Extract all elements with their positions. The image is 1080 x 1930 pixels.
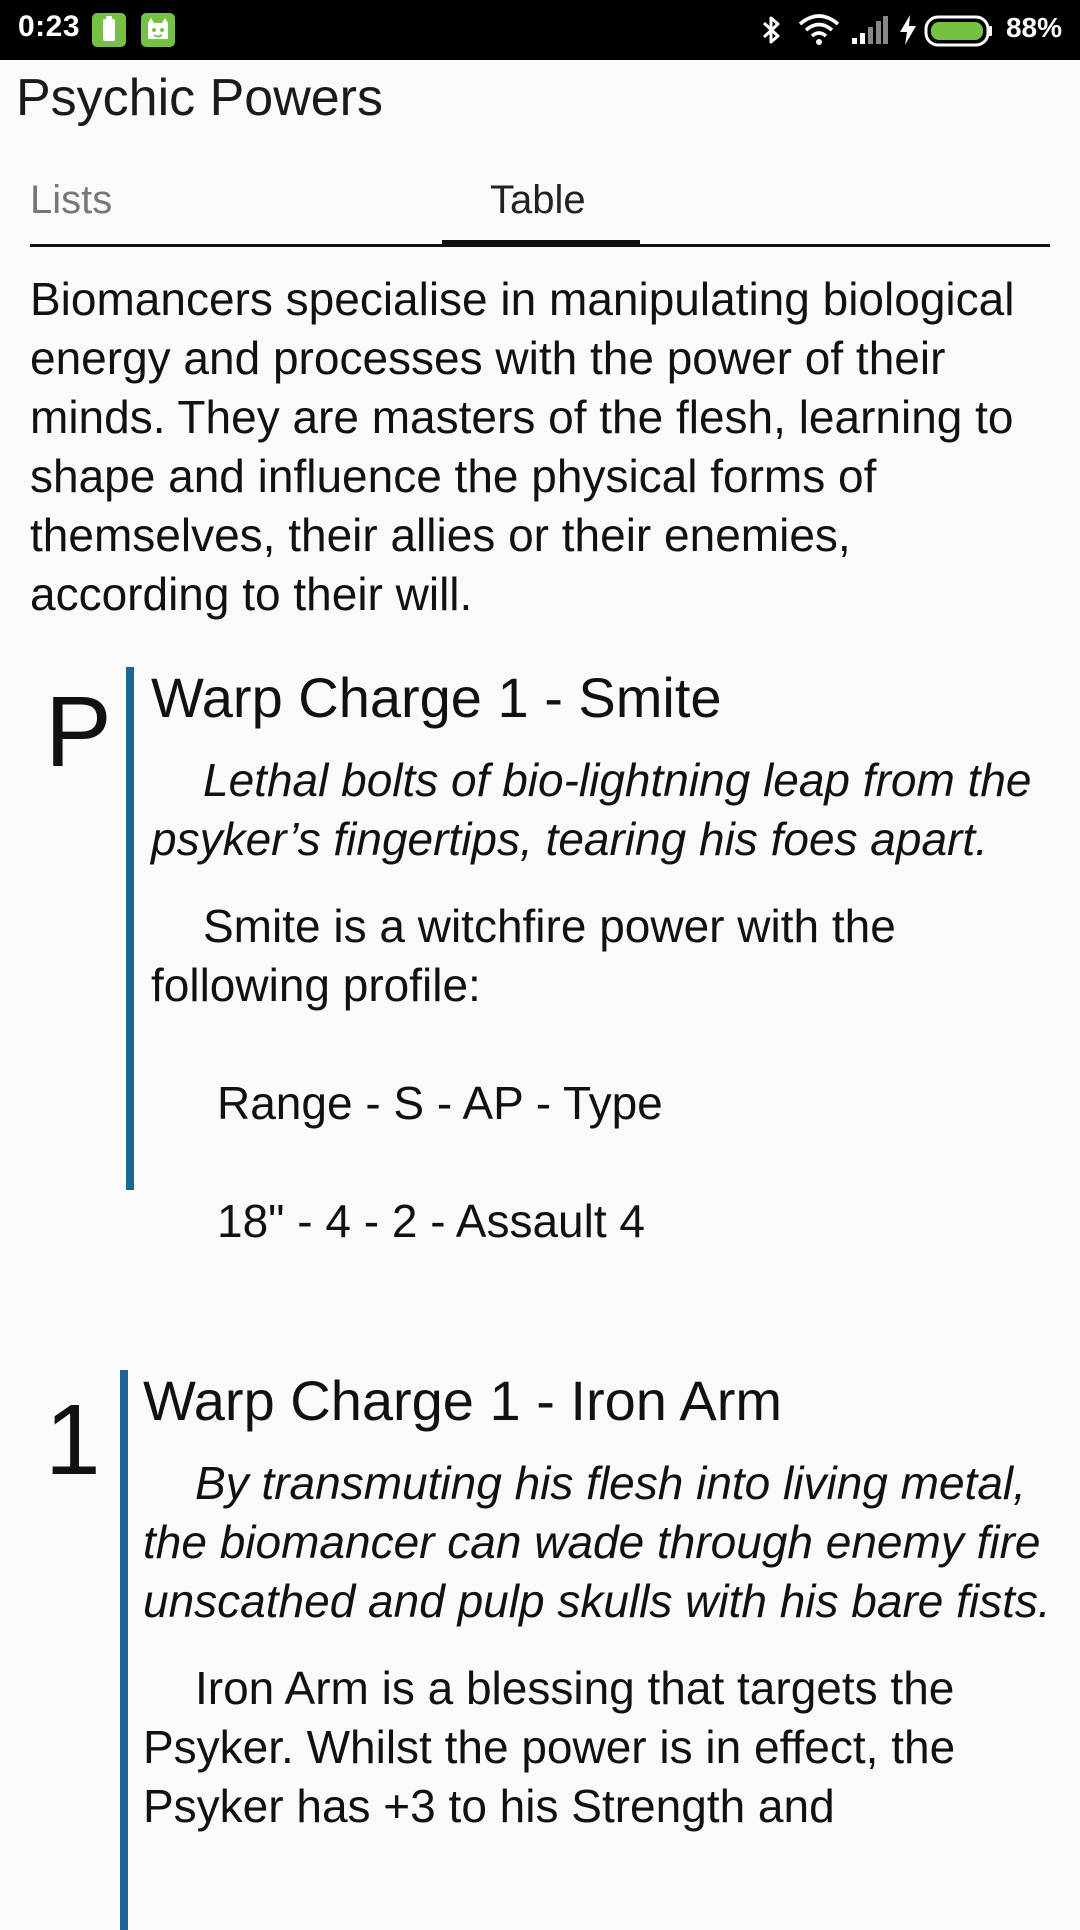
power-body: [143, 1370, 1053, 1836]
wifi-icon: [798, 14, 840, 46]
power-heading: Warp Charge 1 - Smite: [151, 666, 722, 729]
power-body: [151, 667, 1051, 1251]
tab-lists[interactable]: Lists: [30, 178, 113, 222]
power-description: Iron Arm is a blessing that targets the Psyker. Whilst the power is in effect, the Psyker has +3 to his Strength and: [143, 1662, 956, 1832]
power-number: 1: [45, 1384, 101, 1496]
battery-percent: 88%: [1005, 12, 1062, 43]
accent-bar: [120, 1370, 128, 1930]
status-bar: [0, 0, 1080, 60]
profile-values: 18" - 4 - 2 - Assault 4: [217, 1195, 645, 1247]
battery-saver-notification-icon: [92, 13, 126, 47]
power-flavor-text: By transmuting his flesh into living metal, the biomancer can wade through enemy fire unscathed and pulp skulls with his bare fists.: [143, 1457, 1051, 1627]
battery-icon: [924, 15, 994, 47]
accent-bar: [126, 667, 134, 1190]
power-heading: Warp Charge 1 - Iron Arm: [143, 1369, 783, 1432]
profile-header: Range - S - AP - Type: [217, 1077, 663, 1129]
signal-icon: [850, 16, 888, 44]
system-status-icons: [720, 0, 1080, 60]
charging-icon: [898, 14, 918, 46]
tab-table[interactable]: Table: [490, 178, 586, 222]
power-description: Smite is a witchfire power with the following profile:: [151, 900, 896, 1011]
status-time: 0:23: [18, 10, 81, 43]
selected-tab-indicator: [442, 240, 640, 247]
cat-app-notification-icon: [141, 13, 175, 47]
tab-bar: [30, 168, 1050, 247]
power-number: P: [45, 676, 112, 788]
bluetooth-icon: [760, 14, 784, 46]
page-title: Psychic Powers: [16, 69, 383, 127]
power-flavor-text: Lethal bolts of bio-lightning leap from the psyker’s fingertips, tearing his foes apart.: [151, 754, 1032, 865]
intro-paragraph: Biomancers specialise in manipulating biological energy and processes with the power of their minds. They are masters of the flesh, learning to shape and influence the physical forms of themselves, their allies or their enemies, according to their will.: [30, 273, 1015, 620]
